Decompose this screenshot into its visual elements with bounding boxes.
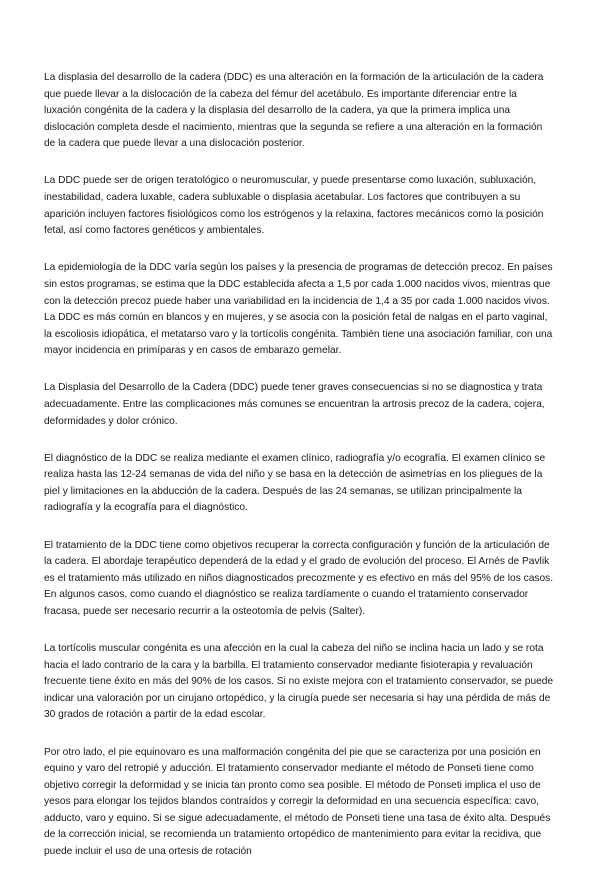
paragraph-torticollis: La tortícolis muscular congénita es una afección en la cual la cabeza del niño se inclina hacia un lado y se rota hacia el lado contrario de la cara y la barbilla. El tratamiento conservador mediante fisioterapia y revaluación frecuente tiene éxito en más del 90% de los casos. Si no existe mejora con el tratamiento conservador, se puede indicar una valoración por un cirujano ortopédico, y la cirugía puede ser necesaria si hay una pérdida de más de 30 grados de rotación a partir de la edad escolar. — [44, 643, 554, 721]
paragraph-ddc-treatment: El tratamiento de la DDC tiene como objetivos recuperar la correcta configuración y función de la articulación de la cadera. El abordaje terapéutico dependerá de la edad y el grado de evolución del proceso. El Arnés de Pavlik es el tratamiento más utilizado en niños diagnosticados precozmente y es efectivo en más del 95% de los casos. En algunos casos, como cuando el diagnóstico se realiza tardíamente o cuando el tratamiento conservador fracasa, puede ser necesario recurrir a la osteotomía de pelvis (Salter). — [44, 539, 554, 617]
paragraph-ddc-origin: La DDC puede ser de origen teratológico o neuromuscular, y puede presentarse como luxación, subluxación, inestabilidad, cadera luxable, cadera subluxable o displasia acetabular. Los factores que contribuyen a su aparición incluyen factores fisiológicos como los estrógenos y la relaxina, factores mecánicos como la posición fetal, así como factores genéticos y ambientales. — [44, 175, 544, 237]
paragraph-ddc-diagnosis: El diagnóstico de la DDC se realiza mediante el examen clínico, radiografía y/o ecografía. El examen clínico se realiza hasta las 12-24 semanas de vida del niño y se basa en la detección de asimetrías en los pliegues de la piel y limitaciones en la abducción de la cadera. Después de las 24 semanas, se utilizan principalmente la radiografía y la ecografía para el diagnóstico. — [44, 452, 546, 514]
paragraph-ddc-definition: La displasia del desarrollo de la cadera (DDC) es una alteración en la formación de la articulación de la cadera que puede llevar a la dislocación de la cabeza del fémur del acetábulo. Es importante diferenciar entre la luxación congénita de la cadera y la displasia del desarrollo de la cadera, ya que la primera implica una dislocación completa desde el nacimiento, mientras que la segunda se refiere a una alteración en la formación de la cadera que puede llevar a una dislocación posterior. — [44, 72, 544, 150]
paragraph-clubfoot: Por otro lado, el pie equinovaro es una malformación congénita del pie que se caracteriza por una posición en equino y varo del retropié y aducción. El tratamiento conservador mediante el método de Ponseti tiene como objetivo corregir la deformidad y se inicia tan pronto como sea posible. El método de Ponseti implica el uso de yesos para elongar los tejidos blandos contraídos y corregir la deformidad en una secuencia específica: cavo, adducto, varo y equino. Si se sigue adecuadamente, el método de Ponseti tiene una tasa de éxito alta. Después de la corrección inicial, se recomienda un tratamiento ortopédico de mantenimiento para evitar la recidiva, que puede incluir el uso de una ortesis de rotación — [44, 746, 551, 858]
paragraph-ddc-complications: La Displasia del Desarrollo de la Cadera (DDC) puede tener graves consecuencias si no se diagnostica y trata adecuadamente. Entre las complicaciones más comunes se encuentran la artrosis precoz de la cadera, cojera, deformidades y dolor crónico. — [44, 382, 545, 427]
document-body — [44, 70, 556, 881]
paragraph-ddc-epidemiology: La epidemiología de la DDC varía según los países y la presencia de programas de detección precoz. En países sin estos programas, se estima que la DDC establecida afecta a 1,5 por cada 1.000 nacidos vivos, mientras que con la detección precoz puede haber una variabilidad en la incidencia de 1,4 a 35 por cada 1.000 nacidos vivos. La DDC es más común en blancos y en mujeres, y se asocia con la posición fetal de nalgas en el parto vaginal, la escoliosis idiopática, el metatarso varo y la tortícolis congénita. También tiene una asociación familiar, con una mayor incidencia en primíparas y en casos de embarazo gemelar. — [44, 262, 553, 357]
